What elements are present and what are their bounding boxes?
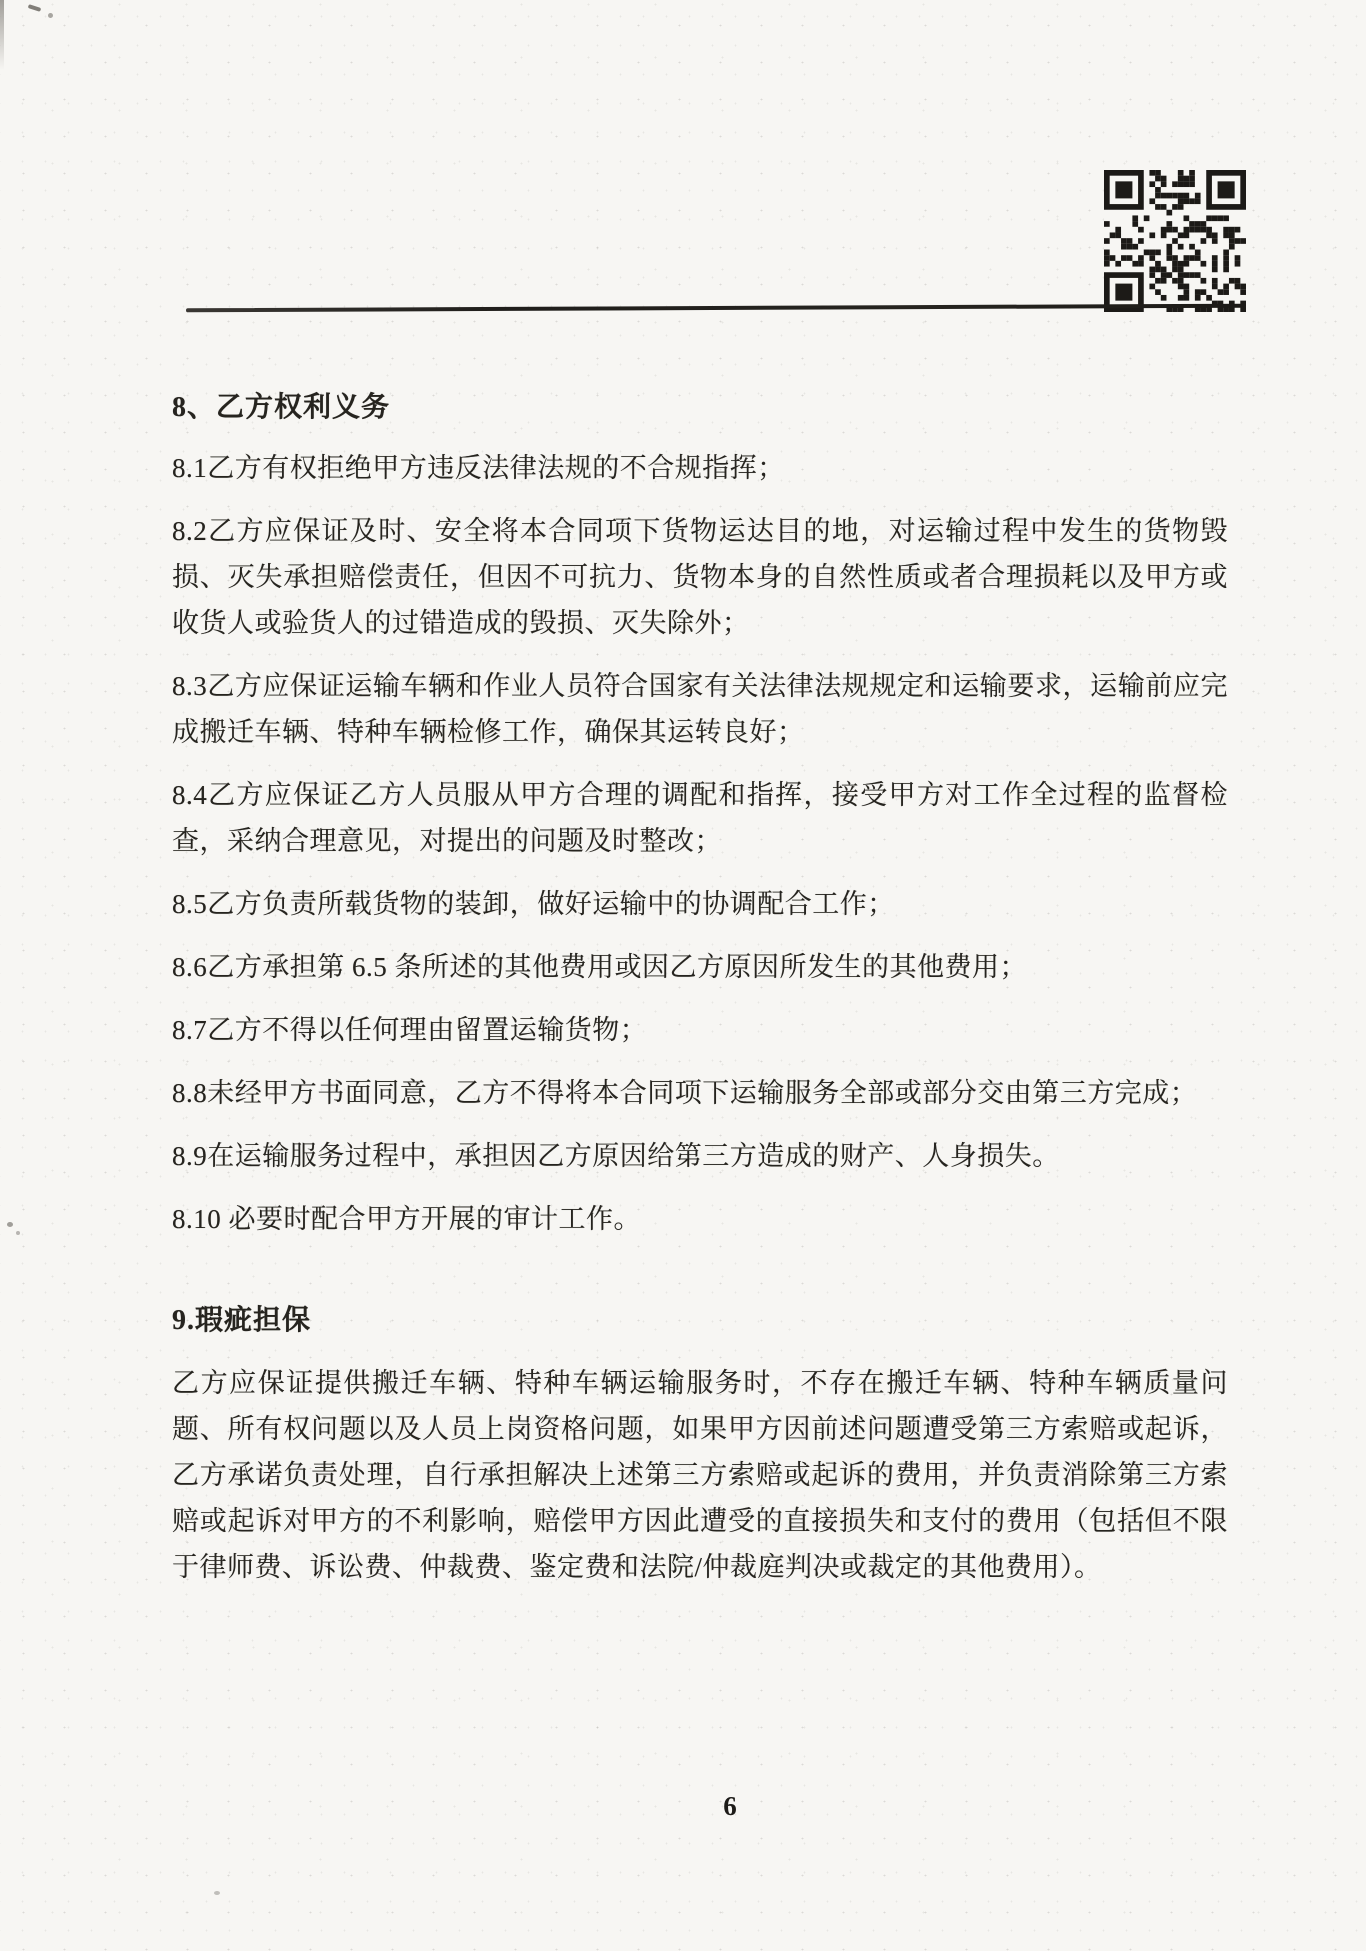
contract-body	[172, 385, 1228, 1607]
scan-artifact	[214, 1891, 220, 1895]
clause-8-6: 8.6乙方承担第 6.5 条所述的其他费用或因乙方原因所发生的其他费用；	[172, 952, 1027, 982]
clause-8-4: 8.4乙方应保证乙方人员服从甲方合理的调配和指挥，接受甲方对工作全过程的监督检查，采纳合理意见，对提出的问题及时整改；	[172, 780, 1228, 856]
clause-8-10: 8.10 必要时配合甲方开展的审计工作。	[172, 1204, 641, 1234]
scan-artifact	[48, 13, 53, 18]
divider-line	[186, 304, 1246, 313]
clause-8-8: 8.8未经甲方书面同意，乙方不得将本合同项下运输服务全部或部分交由第三方完成；	[172, 1078, 1198, 1108]
clause-8-9: 8.9在运输服务过程中，承担因乙方原因给第三方造成的财产、人身损失。	[172, 1141, 1060, 1171]
scan-artifact	[7, 1222, 13, 1227]
clause-8-7: 8.7乙方不得以任何理由留置运输货物；	[172, 1015, 648, 1045]
section-9-heading: 9.瑕疵担保	[172, 1305, 312, 1336]
warranty-paragraph: 乙方应保证提供搬迁车辆、特种车辆运输服务时，不存在搬迁车辆、特种车辆质量问题、所有权问题以及人员上岗资格问题，如果甲方因前述问题遭受第三方索赔或起诉，乙方承诺负责处理，自行承担解决上述第三方索赔或起诉的费用，并负责消除第三方索赔或起诉对甲方的不利影响，赔偿甲方因此遭受的直接损失和支付的费用（包括但不限于律师费、诉讼费、仲裁费、鉴定费和法院/仲裁庭判决或裁定的其他费用）。	[172, 1368, 1228, 1582]
clause-8-2: 8.2乙方应保证及时、安全将本合同项下货物运达目的地，对运输过程中发生的货物毁损、灭失承担赔偿责任，但因不可抗力、货物本身的自然性质或者合理损耗以及甲方或收货人或验货人的过错造成的毁损、灭失除外；	[172, 516, 1228, 638]
scan-edge-shadow	[0, 0, 4, 70]
scan-artifact	[28, 4, 42, 12]
section-8-heading: 8、乙方权利义务	[172, 392, 391, 423]
clause-8-1: 8.1乙方有权拒绝甲方违反法律法规的不合规指挥；	[172, 453, 785, 483]
qr-code-icon	[1104, 168, 1246, 314]
page-number: 6	[723, 1791, 737, 1821]
clause-8-5: 8.5乙方负责所载货物的装卸，做好运输中的协调配合工作；	[172, 889, 895, 919]
clause-8-3: 8.3乙方应保证运输车辆和作业人员符合国家有关法律法规规定和运输要求，运输前应完成搬迁车辆、特种车辆检修工作，确保其运转良好；	[172, 671, 1228, 747]
scan-artifact	[16, 1231, 20, 1235]
